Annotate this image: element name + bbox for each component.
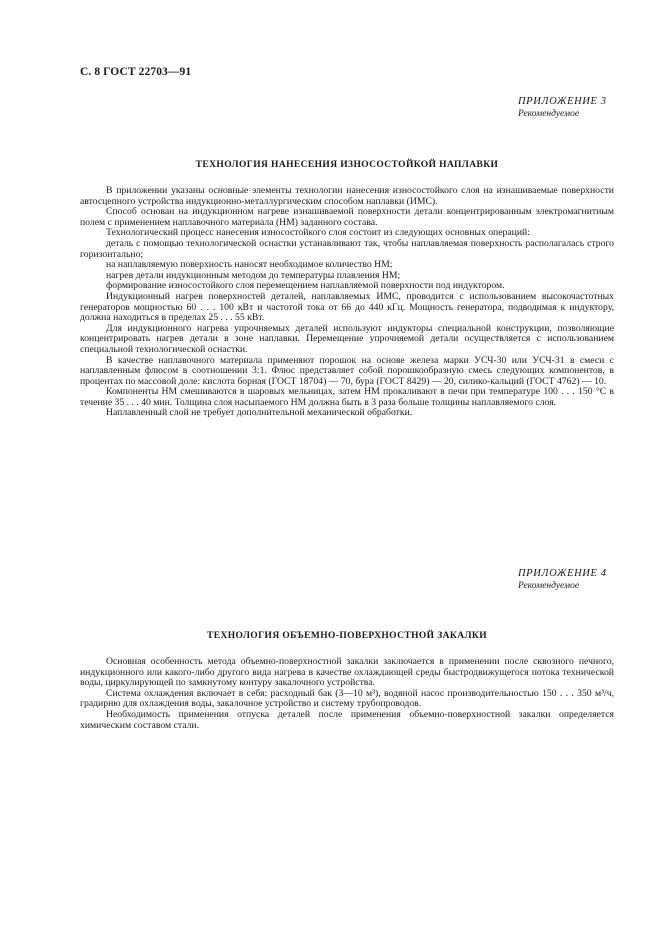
appendix-4-label — [518, 568, 648, 592]
paragraph: Для индукционного нагрева упрочняемых деталей используют индукторы специальной конструкции, позволяющие концентрировать нагрев детали в зоне наплавки. Перемещение упрочняемой детали осуществляется с использованием специальной технологической оснастки. — [80, 322, 614, 355]
section-title: ТЕХНОЛОГИЯ НАНЕСЕНИЯ ИЗНОСОСТОЙКОЙ НАПЛАВКИ — [195, 160, 499, 170]
paragraph: Основная особенность метода объемно-поверхностной закалки заключается в применении после сквозного печного, индукционного или какого-либо другого вида нагрева в качестве охлаждающей среды быстродвижущегося потока технической воды, циркулирующей по замкнутому контуру закалочного устройства. — [80, 656, 614, 689]
paragraph: В качестве наплавочного материала применяют порошок на основе железа марки УСЧ-30 или УСЧ-31 в смеси с наплавленным флюсом в соотношении 3:1. Флюс представляет собой порошкообразную смесь следующих компонентов, в процентах по массовой доле: кислота борная (ГОСТ 18704) — 70, бура (ГОСТ 8429) — 20, силико-кальций (ГОСТ 4762) — 10. — [80, 354, 614, 387]
paragraph: Компоненты НМ смешиваются в шаровых мельницах, затем НМ прокаливают в печи при температуре 100 . . . 150 °С в течение 35 . . . 40 мин. Толщина слоя насыпаемого НМ должна быть в 3 раза больше толщины наплавляемого слоя. — [80, 386, 614, 408]
list-item: нагрев детали индукционным методом до температуры плавления НМ; — [106, 269, 401, 281]
paragraph: Наплавленный слой не требует дополнительной механической обработки. — [106, 407, 413, 419]
paragraph: Способ основан на индукционном нагреве изнашиваемой поверхности детали концентрированным электромагнитным полем с применением наплавочного материала (НМ) заданного состава. — [80, 206, 614, 228]
appendix-number: ПРИЛОЖЕНИЕ 3 — [518, 96, 607, 107]
appendix-3-body — [80, 186, 614, 419]
appendix-status: Рекомендуемое — [518, 581, 580, 591]
appendix-number: ПРИЛОЖЕНИЕ 4 — [518, 568, 607, 579]
list-item: на наплавляемую поверхность наносят необходимое количество НМ; — [106, 259, 393, 271]
paragraph: Необходимость применения отпуска деталей после применения объемно-поверхностной закалки определяется химическим составом стали. — [80, 708, 614, 731]
paragraph: Технологический процесс нанесения износостойкого слоя состоит из следующих основных операций: — [106, 227, 530, 239]
paragraph: Индукционный нагрев поверхностей деталей, наплавляемых ИМС, проводится с использованием высокочастотных генераторов мощностью 60 . . . 100 кВт и частотой тока от 66 до 440 кГц. Мощность генератора, подводимая к индуктору, должна находиться в пределах 25 . . . 55 кВт. — [80, 290, 614, 324]
list-item: формирование износостойкого слоя перемещением наплавляемой поверхности под индуктором. — [106, 280, 505, 292]
paragraph: Система охлаждения включает в себя: расходный бак (3—10 м³), водяной насос производительностью 150 . . . 350 м³/ч, градирню для охлаждения воды, закалочное устройство и систему трубопроводов. — [80, 687, 614, 710]
section-title: ТЕХНОЛОГИЯ ОБЪЕМНО-ПОВЕРХНОСТНОЙ ЗАКАЛКИ — [206, 631, 488, 641]
appendix-status: Рекомендуемое — [518, 109, 580, 119]
page-header: С. 8 ГОСТ 22703—91 — [80, 66, 192, 78]
appendix-3-label — [518, 96, 648, 120]
paragraph: В приложении указаны основные элементы технологии нанесения износостойкого слоя на изнашиваемые поверхности автосцепного устройства индукционно-металлургическим способом наплавки (ИМС). — [80, 185, 614, 207]
list-item: деталь с помощью технологической оснастки устанавливают так, чтобы наплавляемая поверхность располагалась строго горизонтально; — [80, 237, 614, 260]
appendix-4-body — [80, 657, 614, 731]
